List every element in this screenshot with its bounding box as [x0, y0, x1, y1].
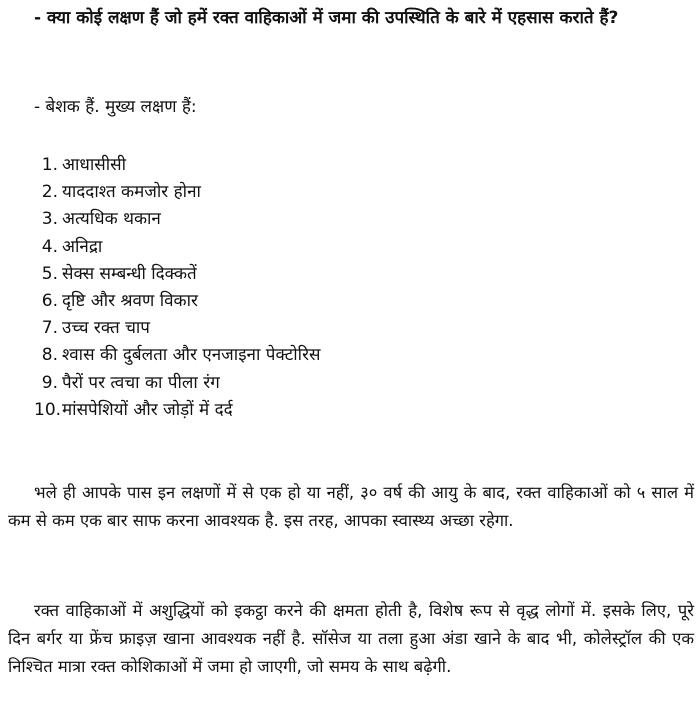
list-item-number: 1. — [41, 155, 58, 175]
list-item-number: 3. — [41, 209, 58, 230]
symptom-list — [34, 152, 321, 424]
body-paragraph-2: रक्त वाहिकाओं में अशुद्धियों को इकट्ठा करने की क्षमता होती है, विशेष रूप से वृद्ध लोगों में. इसके लिए, पूरे दिन बर्गर या फ्रेंच फ्राइज़ खाना आवश्यक नहीं है. सॉसेज या तला हुआ अंडा खाने के बाद भी, कोलेस्ट्रॉल की एक निश्चित मात्रा रक्त कोशिकाओं में जमा हो जाएगी, जो समय के साथ बढ़ेगी. — [8, 600, 694, 676]
list-item — [34, 261, 321, 288]
list-item-text: अत्यधिक थकान — [62, 209, 161, 230]
list-item-text: अनिद्रा — [62, 236, 103, 257]
list-item-number: 4. — [41, 236, 58, 257]
list-item — [34, 342, 321, 369]
list-item-text: मांसपेशियों और जोड़ों में दर्द — [62, 399, 233, 420]
list-item — [34, 179, 321, 206]
list-item-number: 10. — [34, 399, 62, 420]
list-item-number: 9. — [41, 372, 58, 393]
answer-intro: - बेशक हैं. मुख्य लक्षण हैं: — [34, 97, 197, 117]
list-item-number: 5. — [41, 263, 58, 284]
list-item-number: 7. — [41, 318, 58, 339]
list-item-number: 6. — [41, 290, 58, 311]
list-item-text: श्वास की दुर्बलता और एनजाइना पेक्टोरिस — [62, 345, 321, 366]
list-item — [34, 234, 321, 261]
list-item-text: दृष्टि और श्रवण विकार — [62, 290, 198, 311]
list-item — [34, 397, 321, 424]
list-item — [34, 206, 321, 233]
list-item-text: याददाश्त कमजोर होना — [62, 182, 201, 203]
list-item-text: उच्च रक्त चाप — [62, 318, 150, 339]
list-item — [34, 370, 321, 397]
list-item — [34, 152, 321, 179]
list-item — [34, 288, 321, 315]
list-item-text: सेक्स सम्बन्धी दिक्कतें — [62, 263, 197, 284]
list-item — [34, 315, 321, 342]
list-item-text: पैरों पर त्वचा का पीला रंग — [62, 372, 220, 393]
list-item-text: आधासीसी — [62, 155, 127, 175]
question-heading: - क्या कोई लक्षण हैं जो हमें रक्त वाहिकाओं में जमा की उपस्थिति के बारे में एहसास कराते हैं? — [34, 8, 619, 28]
body-paragraph-1: भले ही आपके पास इन लक्षणों में से एक हो या नहीं, ३० वर्ष की आयु के बाद, रक्त वाहिकाओं को ५ साल में कम से कम एक बार साफ करना आवश्यक है. इस तरह, आपका स्वास्थ्य अच्छा रहेगा. — [8, 482, 694, 530]
list-item-number: 2. — [41, 182, 58, 203]
list-item-number: 8. — [41, 345, 58, 366]
